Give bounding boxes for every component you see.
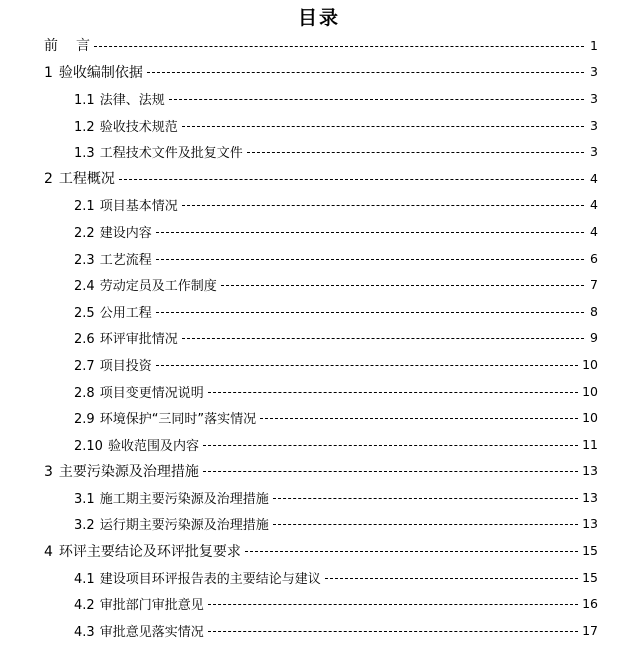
table-of-contents — [0, 32, 638, 644]
toc-entry-number: 3 — [44, 463, 53, 480]
dot-leader — [203, 471, 578, 472]
toc-entry-title: 主要污染源及治理措施 — [58, 463, 199, 480]
toc-entry-number: 2.9 — [74, 412, 95, 428]
toc-entry-title: 工艺流程 — [99, 252, 152, 268]
toc-entry[interactable] — [0, 112, 638, 139]
toc-entry-page: 3 — [590, 90, 598, 106]
toc-entry-label — [74, 142, 243, 161]
toc-entry[interactable] — [0, 431, 638, 458]
toc-entry-label — [44, 541, 241, 561]
toc-entry-title: 言 — [76, 38, 90, 55]
toc-entry-page: 15 — [582, 543, 598, 559]
toc-entry-label — [74, 249, 152, 268]
toc-entry-number: 1.1 — [74, 92, 95, 108]
toc-entry-page: 7 — [590, 277, 598, 293]
toc-entry-title: 验收技术规范 — [99, 119, 178, 135]
toc-entry-label — [74, 222, 152, 241]
toc-entry-number: 3.1 — [74, 491, 95, 507]
toc-entry-label — [74, 275, 217, 294]
toc-entry-title: 验收编制依据 — [58, 64, 143, 81]
toc-entry-label — [74, 382, 204, 401]
toc-entry-number: 2.10 — [74, 438, 103, 454]
toc-entry-label — [74, 328, 178, 347]
toc-entry-title: 工程概况 — [58, 171, 115, 188]
dot-leader — [208, 631, 578, 632]
toc-entry-page: 8 — [590, 303, 598, 319]
toc-entry[interactable] — [0, 218, 638, 245]
toc-entry[interactable] — [0, 245, 638, 272]
toc-entry[interactable] — [0, 617, 638, 644]
toc-entry[interactable] — [0, 378, 638, 405]
toc-entry[interactable] — [0, 458, 638, 485]
toc-entry-title: 项目基本情况 — [99, 199, 178, 215]
toc-entry-title: 建设项目环评报告表的主要结论与建议 — [99, 571, 321, 587]
toc-entry-number: 1.2 — [74, 119, 95, 135]
toc-entry-number: 2.5 — [74, 305, 95, 321]
toc-entry-page: 17 — [582, 622, 598, 638]
toc-entry[interactable] — [0, 351, 638, 378]
dot-leader — [245, 551, 578, 552]
toc-entry-title: 法律、法规 — [99, 92, 165, 108]
toc-entry-label — [74, 594, 204, 613]
toc-entry[interactable] — [0, 59, 638, 86]
toc-entry-page: 4 — [590, 223, 598, 239]
toc-entry-title: 环评审批情况 — [99, 332, 178, 348]
dot-leader — [156, 365, 578, 366]
toc-entry-title: 审批意见落实情况 — [99, 624, 204, 640]
dot-leader — [247, 152, 584, 153]
toc-entry-number: 4 — [44, 543, 53, 560]
toc-entry-page: 6 — [590, 250, 598, 266]
toc-entry-number: 2.1 — [74, 199, 95, 215]
toc-entry-page: 9 — [590, 330, 598, 346]
toc-entry-label — [74, 89, 165, 108]
toc-entry-number: 1 — [44, 64, 53, 81]
dot-leader — [169, 99, 584, 100]
toc-entry-page: 4 — [590, 170, 598, 186]
toc-entry-number: 2.6 — [74, 332, 95, 348]
toc-entry-number: 2 — [44, 171, 53, 188]
dot-leader — [182, 126, 584, 127]
toc-entry-page: 13 — [582, 463, 598, 479]
dot-leader — [147, 72, 584, 73]
toc-entry[interactable] — [0, 325, 638, 352]
toc-entry-page: 4 — [590, 197, 598, 213]
toc-entry-label — [74, 408, 256, 427]
toc-entry-title: 环评主要结论及环评批复要求 — [58, 543, 241, 560]
toc-entry-label — [74, 621, 204, 640]
dot-leader — [182, 338, 584, 339]
toc-entry-title: 工程技术文件及批复文件 — [99, 146, 243, 162]
toc-entry-label — [44, 168, 115, 188]
dot-leader — [260, 418, 578, 419]
toc-entry-title: 施工期主要污染源及治理措施 — [99, 491, 269, 507]
toc-entry-number: 2.2 — [74, 225, 95, 241]
toc-entry-label — [74, 435, 199, 454]
toc-entry[interactable] — [0, 138, 638, 165]
toc-entry[interactable] — [0, 271, 638, 298]
toc-entry-page: 10 — [582, 410, 598, 426]
dot-leader — [156, 312, 584, 313]
toc-entry-number: 4.2 — [74, 598, 95, 614]
dot-leader — [208, 392, 578, 393]
toc-entry-title: 项目变更情况说明 — [99, 385, 204, 401]
toc-entry[interactable] — [0, 590, 638, 617]
toc-entry-page: 10 — [582, 356, 598, 372]
toc-entry-page: 11 — [582, 436, 598, 452]
toc-entry[interactable] — [0, 165, 638, 192]
toc-entry-title: 建设内容 — [99, 225, 152, 241]
dot-leader — [203, 445, 578, 446]
toc-entry-page: 1 — [590, 37, 598, 53]
toc-entry-page: 3 — [590, 64, 598, 80]
toc-entry-label — [74, 488, 269, 507]
toc-entry-number: 1.3 — [74, 146, 95, 162]
toc-entry[interactable] — [0, 404, 638, 431]
toc-entry-title: 项目投资 — [99, 358, 152, 374]
dot-leader — [182, 205, 584, 206]
toc-entry-number: 2.3 — [74, 252, 95, 268]
toc-entry-number: 前 — [44, 38, 58, 55]
toc-entry-title: 环境保护“三同时”落实情况 — [99, 412, 257, 428]
toc-entry-number: 4.3 — [74, 624, 95, 640]
toc-entry[interactable] — [0, 298, 638, 325]
toc-entry-label — [74, 195, 178, 214]
toc-entry-page: 15 — [582, 569, 598, 585]
toc-entry-number: 3.2 — [74, 518, 95, 534]
toc-entry-number: 2.4 — [74, 279, 95, 295]
toc-entry-label — [74, 116, 178, 135]
dot-leader — [119, 179, 584, 180]
toc-entry-page: 3 — [590, 144, 598, 160]
toc-entry-label — [44, 62, 143, 82]
dot-leader — [156, 232, 584, 233]
toc-entry-page: 13 — [582, 516, 598, 532]
toc-entry-number: 4.1 — [74, 571, 95, 587]
toc-entry-number: 2.7 — [74, 358, 95, 374]
toc-entry[interactable] — [0, 564, 638, 591]
toc-entry-label — [44, 35, 90, 55]
dot-leader — [221, 285, 584, 286]
toc-entry-page: 10 — [582, 383, 598, 399]
toc-entry-title: 审批部门审批意见 — [99, 598, 204, 614]
toc-entry-page: 3 — [590, 117, 598, 133]
toc-entry-page: 16 — [582, 596, 598, 612]
toc-entry-label — [44, 461, 199, 481]
toc-entry-page: 13 — [582, 489, 598, 505]
toc-entry-label — [74, 355, 152, 374]
toc-entry[interactable] — [0, 192, 638, 219]
toc-entry[interactable] — [0, 32, 638, 59]
toc-entry[interactable] — [0, 85, 638, 112]
dot-leader — [273, 524, 578, 525]
dot-leader — [273, 498, 578, 499]
toc-entry[interactable] — [0, 511, 638, 538]
toc-entry-number: 2.8 — [74, 385, 95, 401]
toc-entry-title: 验收范围及内容 — [107, 438, 199, 454]
toc-entry-title: 劳动定员及工作制度 — [99, 279, 217, 295]
dot-leader — [325, 578, 578, 579]
toc-entry-label — [74, 514, 269, 533]
toc-entry[interactable] — [0, 537, 638, 564]
dot-leader — [208, 604, 578, 605]
toc-entry-title: 公用工程 — [99, 305, 152, 321]
toc-entry[interactable] — [0, 484, 638, 511]
toc-entry-label — [74, 302, 152, 321]
dot-leader — [94, 46, 584, 47]
toc-entry-label — [74, 568, 321, 587]
page-title: 目录 — [297, 7, 340, 29]
toc-entry-title: 运行期主要污染源及治理措施 — [99, 518, 269, 534]
dot-leader — [156, 259, 584, 260]
